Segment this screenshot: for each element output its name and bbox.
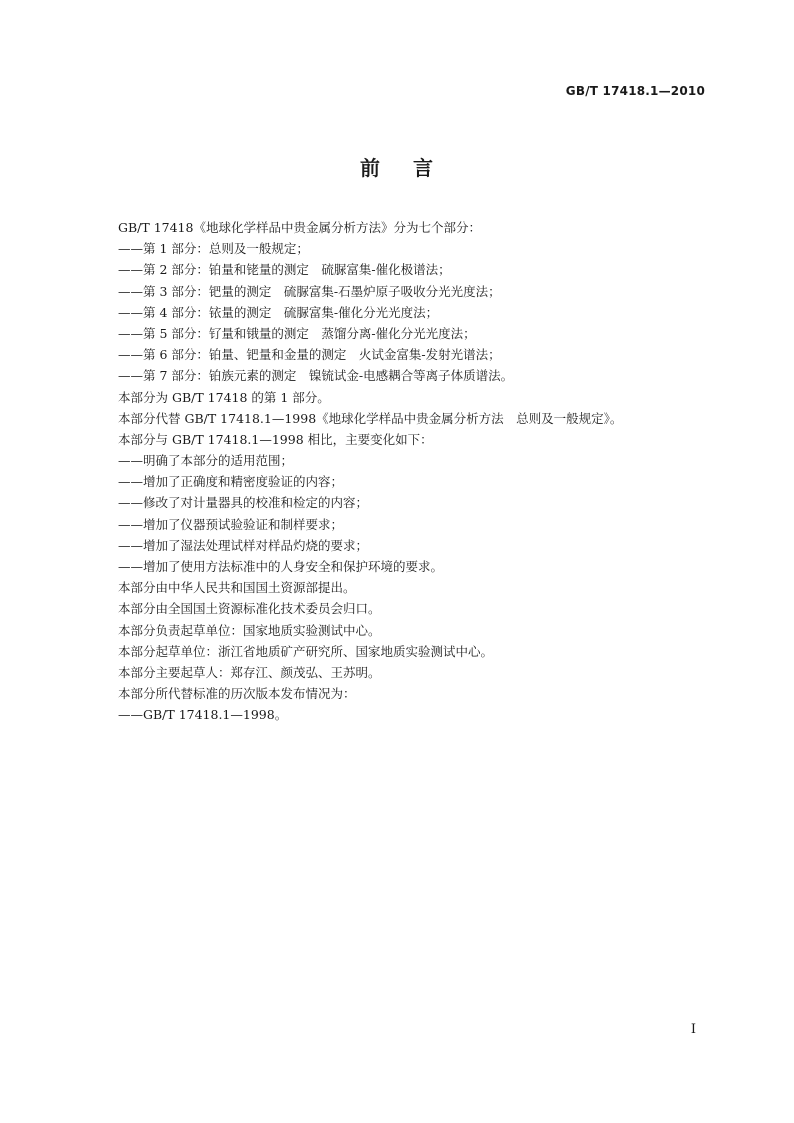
- title-char-1: 前: [360, 156, 381, 180]
- text-line: 本部分负责起草单位：国家地质实验测试中心。: [118, 622, 381, 638]
- text-line: ——修改了对计量器具的校准和检定的内容；: [118, 495, 369, 511]
- text-line: ——第 6 部分：铂量、钯量和金量的测定 火试金富集-发射光谱法；: [118, 347, 501, 363]
- text-line: 本部分主要起草人：郑存江、颜茂弘、王苏明。: [118, 664, 381, 680]
- text-line: ——增加了仪器预试验验证和制样要求；: [118, 516, 344, 532]
- text-line: ——增加了使用方法标准中的人身安全和保护环境的要求。: [118, 559, 444, 574]
- text-line: ——明确了本部分的适用范围；: [118, 453, 294, 469]
- page-title: [0, 152, 794, 181]
- text-line: 本部分代替 GB/T 17418.1—1998《地球化学样品中贵金属分析方法 总则及一般规定》。: [118, 410, 623, 426]
- text-line: 本部分与 GB/T 17418.1—1998 相比，主要变化如下：: [118, 431, 433, 447]
- text-line: 本部分由全国国土资源标准化技术委员会归口。: [118, 601, 381, 617]
- foreword-body: [118, 217, 708, 726]
- text-line: ——第 2 部分：铂量和铑量的测定 硫脲富集-催化极谱法；: [118, 262, 451, 278]
- text-line: 本部分起草单位：浙江省地质矿产研究所、国家地质实验测试中心。: [118, 643, 494, 659]
- text-line: ——第 7 部分：铂族元素的测定 镍锍试金-电感耦合等离子体质谱法。: [118, 368, 514, 384]
- text-line: 本部分所代替标准的历次版本发布情况为：: [118, 686, 356, 702]
- text-line: 本部分为 GB/T 17418 的第 1 部分。: [118, 389, 330, 405]
- text-line: ——第 1 部分：总则及一般规定；: [118, 241, 309, 257]
- page-number: I: [690, 1022, 696, 1037]
- text-line: ——第 4 部分：铱量的测定 硫脲富集-催化分光光度法；: [118, 304, 439, 320]
- standard-code-header: GB/T 17418.1—2010: [565, 84, 705, 98]
- text-line: ——第 3 部分：钯量的测定 硫脲富集-石墨炉原子吸收分光光度法；: [118, 283, 501, 299]
- text-line: ——增加了正确度和精密度验证的内容；: [118, 474, 344, 490]
- title-char-2: 言: [413, 156, 434, 180]
- text-line: GB/T 17418《地球化学样品中贵金属分析方法》分为七个部分：: [118, 220, 481, 235]
- text-line: 本部分由中华人民共和国国土资源部提出。: [118, 580, 356, 596]
- text-line: ——第 5 部分：钌量和锇量的测定 蒸馏分离-催化分光光度法；: [118, 325, 476, 341]
- text-line: ——增加了湿法处理试样对样品灼烧的要求；: [118, 537, 369, 553]
- text-line: ——GB/T 17418.1—1998。: [118, 707, 288, 723]
